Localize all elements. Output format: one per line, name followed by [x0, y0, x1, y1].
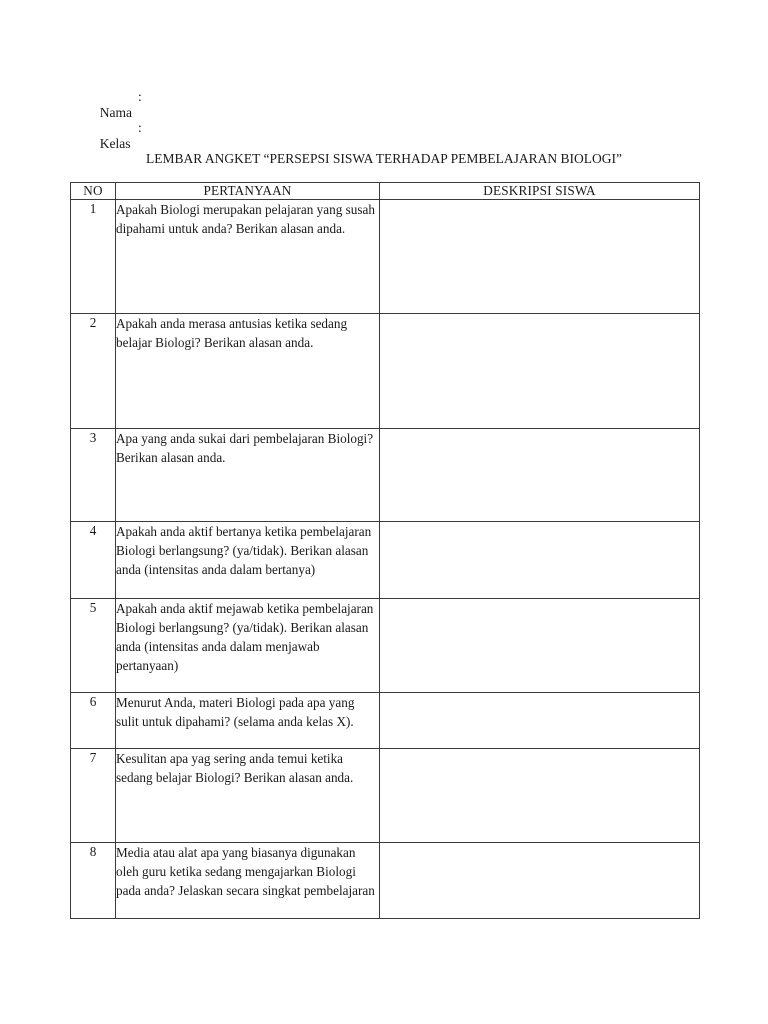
row-number: 7	[71, 749, 116, 843]
row-number: 1	[71, 200, 116, 314]
answer-cell[interactable]	[380, 843, 700, 919]
table-row	[71, 314, 700, 429]
row-number: 2	[71, 314, 116, 429]
question-text: Apa yang anda sukai dari pembelajaran Biologi? Berikan alasan anda.	[116, 431, 374, 465]
row-number: 5	[71, 599, 116, 693]
question-text: Media atau alat apa yang biasanya digunakan oleh guru ketika sedang mengajarkan Biologi pada anda? Jelaskan secara singkat pembelajaran	[116, 845, 375, 898]
question-text: Menurut Anda, materi Biologi pada apa yang sulit untuk dipahami? (selama anda kelas X).	[116, 695, 355, 729]
question-cell	[116, 200, 380, 314]
table-row	[71, 429, 700, 522]
question-text: Apakah anda merasa antusias ketika sedang belajar Biologi? Berikan alasan anda.	[116, 316, 348, 350]
question-text: Apakah Biologi merupakan pelajaran yang susah dipahami untuk anda? Berikan alasan anda.	[116, 202, 375, 236]
header-no: NO	[71, 183, 116, 200]
row-number: 6	[71, 693, 116, 749]
answer-cell[interactable]	[380, 200, 700, 314]
field-nama-label: Nama	[99, 105, 132, 120]
answer-cell[interactable]	[380, 693, 700, 749]
answer-cell[interactable]	[380, 314, 700, 429]
document-title: LEMBAR ANGKET “PERSEPSI SISWA TERHADAP PEMBELAJARAN BIOLOGI”	[145, 151, 623, 166]
header-deskripsi-siswa: DESKRIPSI SISWA	[380, 183, 700, 200]
row-number: 4	[71, 522, 116, 599]
table-row	[71, 749, 700, 843]
answer-cell[interactable]	[380, 599, 700, 693]
row-number: 8	[71, 843, 116, 919]
field-nama-colon: :	[138, 89, 142, 104]
question-cell	[116, 749, 380, 843]
answer-cell[interactable]	[380, 429, 700, 522]
question-cell	[116, 522, 380, 599]
table-row	[71, 599, 700, 693]
question-cell	[116, 429, 380, 522]
question-cell	[116, 314, 380, 429]
table-row	[71, 522, 700, 599]
question-text: Apakah anda aktif bertanya ketika pembelajaran Biologi berlangsung? (ya/tidak). Berikan alasan anda (intensitas anda dalam bertanya)	[116, 524, 372, 577]
table-row	[71, 200, 700, 314]
answer-cell[interactable]	[380, 749, 700, 843]
question-text: Kesulitan apa yag sering anda temui ketika sedang belajar Biologi? Berikan alasan anda.	[116, 751, 354, 785]
table-row	[71, 843, 700, 919]
questionnaire-table	[70, 182, 700, 919]
question-text: Apakah anda aktif mejawab ketika pembelajaran Biologi berlangsung? (ya/tidak). Berikan alasan anda (intensitas anda dalam menjawab pertanyaan)	[116, 601, 374, 673]
question-cell	[116, 599, 380, 693]
question-cell	[116, 693, 380, 749]
header-pertanyaan: PERTANYAAN	[116, 183, 380, 200]
answer-cell[interactable]	[380, 522, 700, 599]
table-header-row	[71, 183, 700, 200]
question-cell	[116, 843, 380, 919]
table-row	[71, 693, 700, 749]
row-number: 3	[71, 429, 116, 522]
field-kelas-colon: :	[138, 120, 142, 135]
field-kelas-label: Kelas	[99, 136, 131, 151]
